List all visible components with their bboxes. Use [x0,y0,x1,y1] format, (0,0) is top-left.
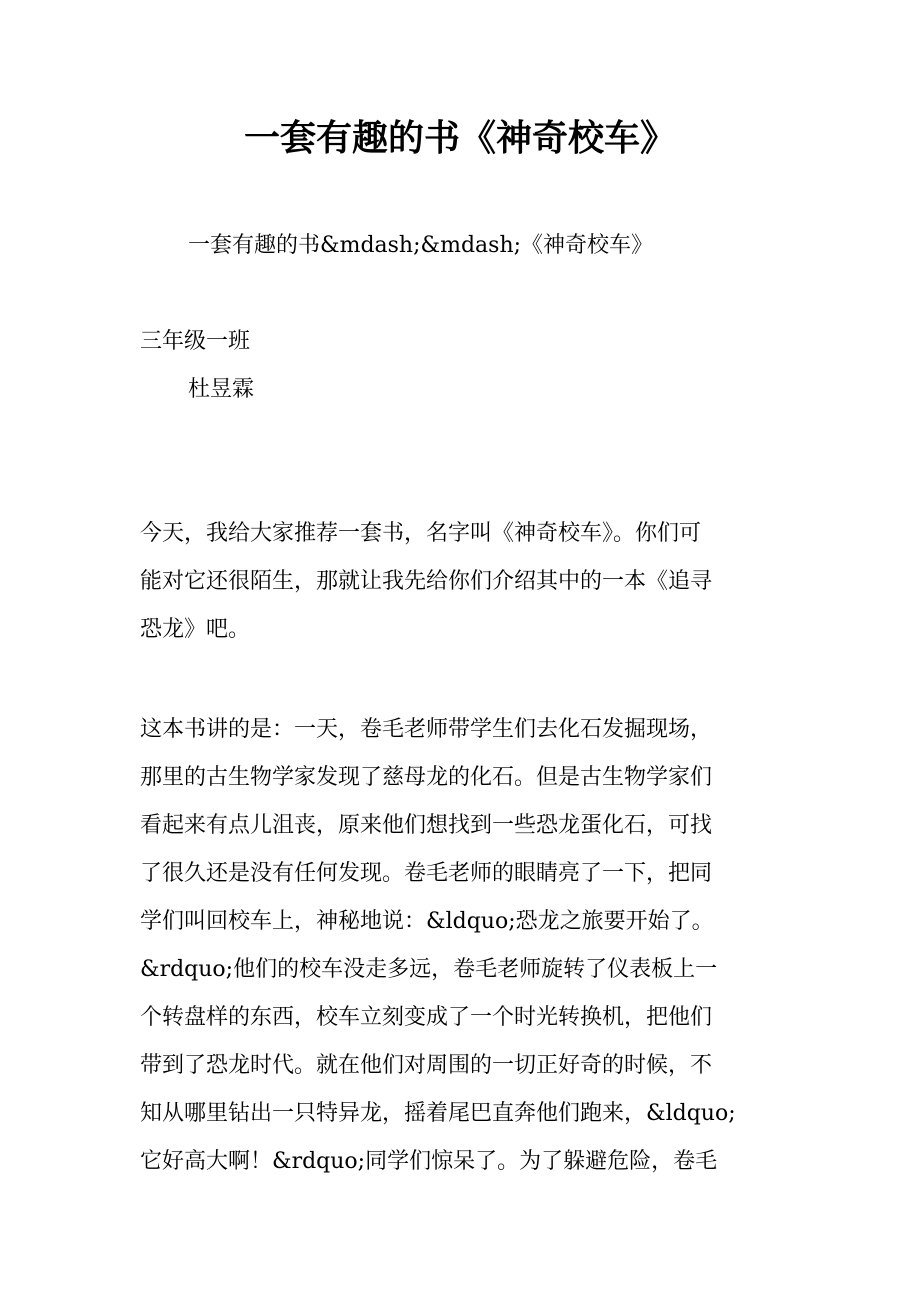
paragraph-line: 个转盘样的东西，校车立刻变成了一个时光转换机，把他们 [140,1005,713,1030]
paragraph-line: 今天，我给大家推荐一套书，名字叫《神奇校车》。你们可 [140,521,702,546]
paragraph-line: 了很久还是没有任何发现。卷毛老师的眼睛亮了一下，把同 [140,861,713,886]
paragraph-line: &rdquo;他们的校车没走多远，卷毛老师旋转了仪表板上一 [140,957,718,982]
paragraph-line: 恐龙》吧。 [140,617,251,642]
paragraph-line: 带到了恐龙时代。就在他们对周围的一切正好奇的时候，不 [140,1053,713,1078]
paragraph-line: 这本书讲的是：一天，卷毛老师带学生们去化石发掘现场， [140,717,713,742]
paragraph-line: 看起来有点儿沮丧，原来他们想找到一些恐龙蛋化石，可找 [140,813,713,838]
paragraph-line: 学们叫回校车上，神秘地说：&ldquo;恐龙之旅要开始了。 [140,909,714,934]
document-title: 一套有趣的书《神奇校车》 [243,117,676,159]
paragraph-line: 能对它还很陌生，那就让我先给你们介绍其中的一本《追寻 [140,569,713,594]
paragraph-line: 它好高大啊！&rdquo;同学们惊呆了。为了躲避危险，卷毛 [140,1149,718,1174]
paragraph-line: 那里的古生物学家发现了慈母龙的化石。但是古生物学家们 [140,765,713,790]
class-name: 三年级一班 [140,329,251,354]
paragraph-intro [140,510,800,654]
author-name: 杜昱霖 [188,377,255,402]
document-subtitle: 一套有趣的书&mdash;&mdash;《神奇校车》 [188,233,654,258]
paragraph-line: 知从哪里钻出一只特异龙，摇着尾巴直奔他们跑来，&ldquo; [140,1101,736,1126]
paragraph-story [140,706,800,1186]
